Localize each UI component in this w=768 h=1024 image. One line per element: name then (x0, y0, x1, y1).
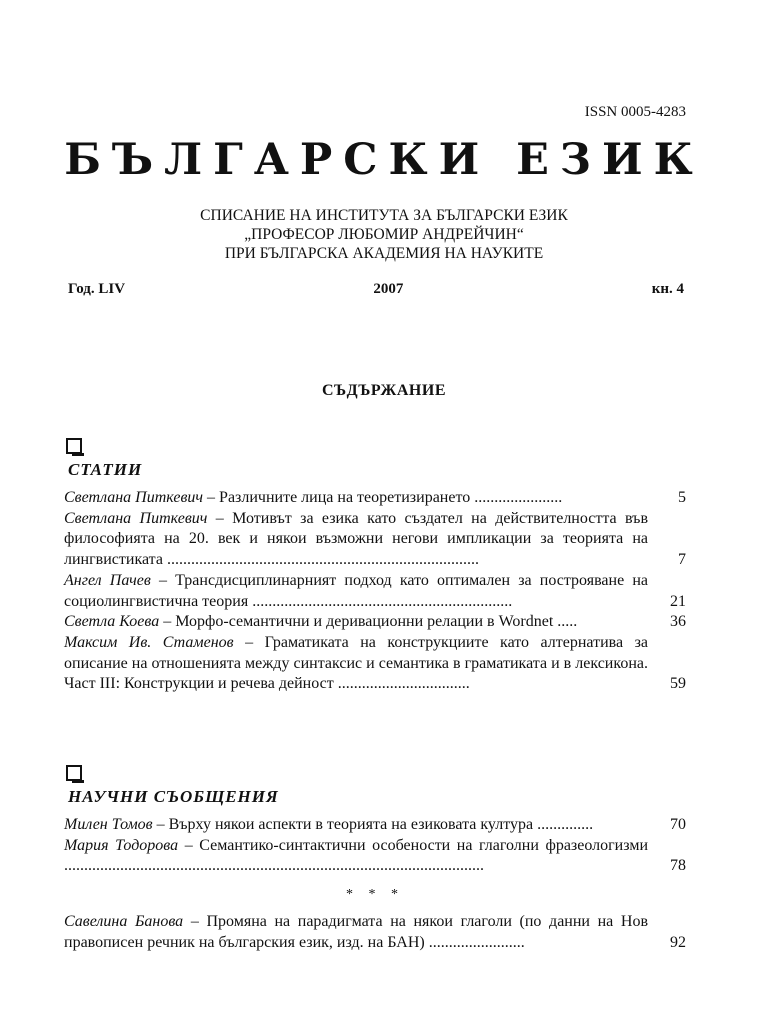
journal-subtitle (0, 206, 768, 263)
issue-number: кн. 4 (651, 281, 684, 297)
entry-title: Промяна на парадигмата на някои глаголи (по данни на Нов правописен речник на българския език, изд. на БАН) ........................ (64, 912, 649, 951)
toc-entry[interactable]: Светлана Питкевич – Мотивът за езика като създател на действителността във философията на 20. век и някои възможни негови импликации за теорията на лингвистиката .............................................................................. 7 (64, 509, 686, 571)
section-title: СТАТИИ (68, 460, 143, 479)
entry-title: Върху някои аспекти в теорията на езиковата култура .............. (168, 816, 594, 833)
entry-page: 21 (670, 592, 686, 610)
checkbox-icon (66, 765, 82, 781)
issue-meta (68, 281, 684, 298)
contents-heading: СЪДЪРЖАНИЕ (322, 382, 446, 399)
entry-title: Трансдисциплинарният подход като оптимален за построяване на социолингвистична теория ................................................................. (64, 571, 648, 610)
entry-title: Различните лица на теоретизирането ...................... (219, 489, 563, 506)
entries (64, 488, 686, 695)
entry-author: Мария Тодорова (64, 836, 179, 854)
entry-page: 5 (678, 489, 686, 506)
issn: ISSN 0005-4283 (584, 104, 686, 120)
entry-author: Светлана Питкевич (64, 489, 204, 506)
entry-author: Ангел Пачев (64, 571, 151, 589)
subtitle-line: СПИСАНИЕ НА ИНСТИТУТА ЗА БЪЛГАРСКИ ЕЗИК (200, 207, 568, 224)
toc-entry[interactable]: Мария Тодорова – Семантико-синтактични особености на глаголни фразеологизми ......................................................................................................... 78 (64, 836, 686, 877)
toc-entry[interactable]: Ангел Пачев – Трансдисциплинарният подход като оптимален за построяване на социолингвистична теория ................................................................. 21 (64, 571, 686, 612)
entries (64, 815, 686, 953)
entry-page: 7 (678, 551, 686, 569)
section-title: НАУЧНИ СЪОБЩЕНИЯ (68, 787, 279, 806)
entry-author: Светлана Питкевич (64, 509, 208, 527)
section-articles (64, 438, 686, 695)
entry-author: Савелина Банова (64, 912, 184, 930)
toc-entry[interactable]: Светла Коева – Морфо-семантични и деривационни релации в Wordnet ..... 36 (64, 612, 686, 633)
journal-title: БЪЛГАРСКИ ЕЗИК (64, 135, 704, 185)
entry-title: Семантико-синтактични особености на глаголни фразеологизми ......................................................................................................... (64, 836, 649, 875)
entry-page: 92 (670, 933, 686, 951)
entry-page: 70 (670, 816, 686, 833)
entry-page: 36 (670, 613, 686, 631)
section-scientific-reports (64, 765, 686, 953)
year: 2007 (373, 281, 404, 297)
entry-page: 78 (670, 857, 686, 875)
subtitle-line: „ПРОФЕСОР ЛЮБОМИР АНДРЕЙЧИН“ (244, 226, 524, 243)
toc-entry[interactable]: Максим Ив. Стаменов – Граматиката на конструкциите като алтернатива за описание на отношенията между синтаксис и семантика в граматиката и в лексикона. Част III: Конструкции и речева дейност ................................. 59 (64, 633, 686, 695)
entry-title: Мотивът за езика като създател на действителността във философията на 20. век и някои възможни негови импликации за теорията на лингвистиката .............................................................................. (64, 509, 649, 569)
entry-title: Граматиката на конструкциите като алтернатива за описание на отношенията между синтаксис и семантика в граматиката и в лексикона. Част III: Конструкции и речева дейност ................................. (64, 633, 649, 693)
toc-entry[interactable]: Савелина Банова – Промяна на парадигмата на някои глаголи (по данни на Нов правописен речник на българския език, изд. на БАН) ........................ 92 (64, 912, 686, 953)
toc-entry[interactable]: Милен Томов – Върху някои аспекти в теорията на езиковата култура .............. 70 (64, 815, 686, 836)
toc-entry[interactable]: Светлана Питкевич – Различните лица на теоретизирането ...................... 5 (64, 488, 686, 509)
entry-author: Светла Коева (64, 613, 160, 631)
entry-author: Максим Ив. Стаменов (64, 633, 234, 651)
entry-title: Морфо-семантични и деривационни релации в Wordnet ..... (175, 613, 578, 631)
volume: Год. LIV (68, 281, 126, 297)
entry-author: Милен Томов (64, 816, 153, 833)
entry-page: 59 (670, 675, 686, 693)
separator-asterisks: * * * (346, 887, 404, 903)
subtitle-line: ПРИ БЪЛГАРСКА АКАДЕМИЯ НА НАУКИТЕ (224, 245, 544, 262)
checkbox-icon (66, 438, 82, 454)
